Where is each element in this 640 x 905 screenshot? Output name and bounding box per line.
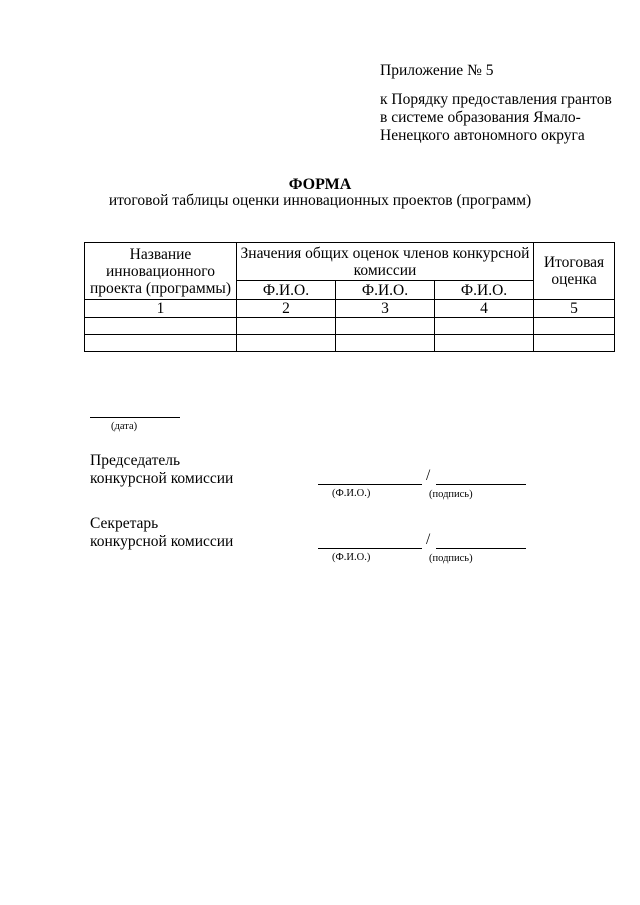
- table-cell[interactable]: [237, 318, 336, 335]
- secretary-signature-caption: (подпись): [429, 553, 473, 564]
- secretary-fio-caption: (Ф.И.О.): [332, 552, 371, 563]
- annex-line-1: к Порядку предоставления грантов: [380, 91, 612, 108]
- header-fio-2: Ф.И.О.: [336, 281, 435, 300]
- annex-line-2: в системе образования Ямало-: [380, 109, 581, 126]
- chair-signature-line[interactable]: [436, 484, 526, 485]
- evaluation-table: [84, 242, 615, 352]
- chair-title: [90, 452, 233, 488]
- secretary-fio-line[interactable]: [318, 548, 422, 549]
- header-scores: Значения общих оценок членов конкурсной комиссии: [237, 243, 534, 281]
- date-caption: (дата): [111, 421, 138, 432]
- table-cell[interactable]: [237, 335, 336, 352]
- table-cell[interactable]: [534, 335, 615, 352]
- table-row: [85, 318, 615, 335]
- table-header-row: [85, 243, 615, 281]
- table-cell[interactable]: [336, 335, 435, 352]
- table-cell[interactable]: [336, 318, 435, 335]
- chair-fio-caption: (Ф.И.О.): [332, 488, 371, 499]
- table-cell[interactable]: [534, 318, 615, 335]
- table-cell[interactable]: [435, 335, 534, 352]
- header-project-name: Название инновационного проекта (программы): [85, 243, 237, 300]
- form-subtitle: итоговой таблицы оценки инновационных проектов (программ): [108, 192, 532, 209]
- chair-slash: /: [426, 467, 431, 484]
- column-number: 5: [534, 300, 615, 318]
- header-fio-1: Ф.И.О.: [237, 281, 336, 300]
- column-number: 3: [336, 300, 435, 318]
- column-number: 1: [85, 300, 237, 318]
- table-cell[interactable]: [85, 335, 237, 352]
- chair-line-2: конкурсной комиссии: [90, 470, 234, 487]
- table-cell[interactable]: [85, 318, 237, 335]
- secretary-signature-line[interactable]: [436, 548, 526, 549]
- secretary-line-1: Секретарь: [90, 515, 159, 532]
- form-title: ФОРМА: [288, 176, 352, 193]
- annex-title: Приложение № 5: [380, 62, 494, 79]
- column-number: 2: [237, 300, 336, 318]
- secretary-slash: /: [426, 531, 431, 548]
- column-number: 4: [435, 300, 534, 318]
- date-line[interactable]: [90, 417, 180, 418]
- header-fio-3: Ф.И.О.: [435, 281, 534, 300]
- table-number-row: [85, 300, 615, 318]
- annex-reference: [380, 91, 620, 145]
- table-row: [85, 335, 615, 352]
- secretary-title: [90, 515, 233, 551]
- chair-line-1: Председатель: [90, 452, 181, 469]
- secretary-line-2: конкурсной комиссии: [90, 533, 234, 550]
- annex-line-3: Ненецкого автономного округа: [380, 127, 585, 144]
- chair-signature-caption: (подпись): [429, 489, 473, 500]
- table-cell[interactable]: [435, 318, 534, 335]
- header-total-score: Итоговая оценка: [534, 243, 615, 300]
- chair-fio-line[interactable]: [318, 484, 422, 485]
